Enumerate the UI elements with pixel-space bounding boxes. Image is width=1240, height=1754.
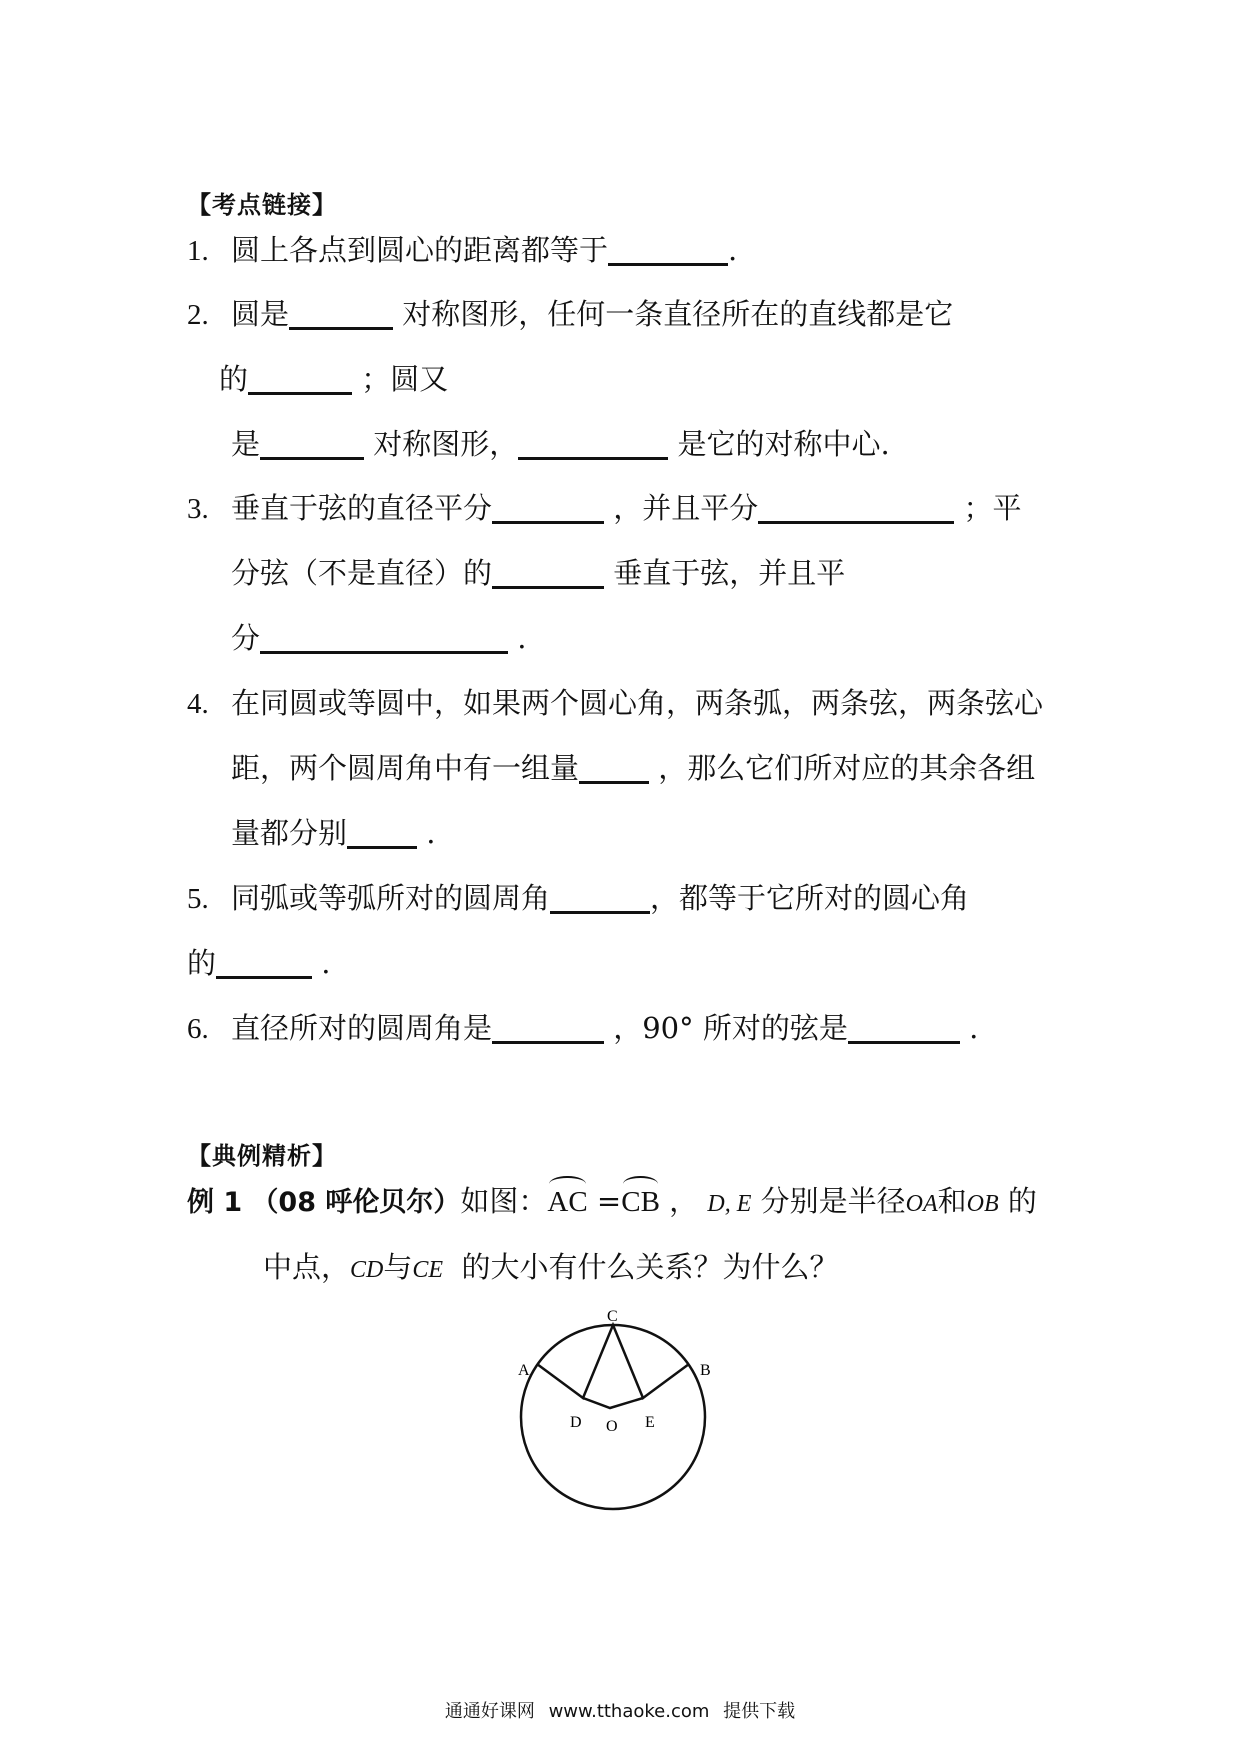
item-3-line-3: 分 . (231, 621, 527, 655)
footer-url[interactable]: www.tthaoke.com (548, 1701, 710, 1722)
label-a: A (518, 1362, 530, 1379)
example-1-line-1: 例 1 （08 呼伦贝尔）如图：AC =CB ， D, E 分别是半径OA和OB 的 (187, 1184, 1037, 1218)
answer-blank[interactable] (347, 818, 417, 849)
answer-blank[interactable] (289, 299, 393, 330)
page-footer (0, 1697, 1240, 1723)
item-3-line-1: 3. 垂直于弦的直径平分 ，并且平分 ；平 (187, 491, 1022, 525)
answer-blank[interactable] (492, 493, 604, 524)
answer-blank[interactable] (579, 753, 649, 784)
section-heading-links: 【考点链接】 (187, 191, 337, 219)
arc-ac: AC (547, 1186, 588, 1218)
footer-note: 提供下载 (723, 1701, 796, 1722)
radius-lines (583, 1398, 643, 1408)
answer-blank[interactable] (848, 1013, 960, 1044)
answer-blank[interactable] (260, 429, 364, 460)
label-c: C (607, 1308, 618, 1325)
label-o: O (606, 1418, 618, 1435)
arc-cb: CB (621, 1186, 660, 1218)
circle (521, 1325, 705, 1509)
answer-blank[interactable] (248, 364, 352, 395)
answer-blank[interactable] (216, 948, 312, 979)
answer-blank[interactable] (550, 883, 650, 914)
item-5-line-1: 5. 同弧或等弧所对的圆周角 ，都等于它所对的圆心角 (187, 881, 970, 915)
example-source: （08 呼伦贝尔） (251, 1187, 461, 1218)
answer-blank[interactable] (518, 429, 668, 460)
item-1: 1. 圆上各点到圆心的距离都等于 . (187, 233, 738, 267)
item-4-line-1: 4. 在同圆或等圆中，如果两个圆心角，两条弧，两条弦，两条弦心 (187, 686, 1044, 720)
item-5-line-2: 的 . (187, 946, 331, 980)
item-6: 6. 直径所对的圆周角是 ，90° 所对的弦是 . (187, 1011, 979, 1045)
example-label: 例 1 (187, 1187, 243, 1218)
section-heading-examples: 【典例精析】 (187, 1142, 337, 1170)
answer-blank[interactable] (608, 235, 728, 266)
label-d: D (570, 1414, 582, 1431)
item-4-line-3: 量都分别 . (231, 816, 436, 850)
item-2-line-2: 的 ；圆又 (219, 362, 449, 396)
figure-lines (537, 1325, 689, 1398)
answer-blank[interactable] (492, 1013, 604, 1044)
item-2-line-1: 2. 圆是 对称图形，任何一条直径所在的直线都是它 (187, 297, 954, 331)
label-b: B (700, 1362, 711, 1379)
label-e: E (645, 1414, 655, 1431)
item-3-line-2: 分弦（不是直径）的 垂直于弦，并且平 (231, 556, 846, 590)
answer-blank[interactable] (260, 623, 508, 654)
footer-site: 通通好课网 (444, 1701, 535, 1722)
answer-blank[interactable] (492, 558, 604, 589)
circle-figure (510, 1305, 750, 1525)
item-2-line-3: 是 对称图形， 是它的对称中心. (231, 427, 890, 461)
item-4-line-2: 距，两个圆周角中有一组量 ，那么它们所对应的其余各组 (231, 751, 1036, 785)
example-1-line-2: 中点，CD与CE 的大小有什么关系？为什么？ (263, 1250, 839, 1284)
answer-blank[interactable] (758, 493, 954, 524)
